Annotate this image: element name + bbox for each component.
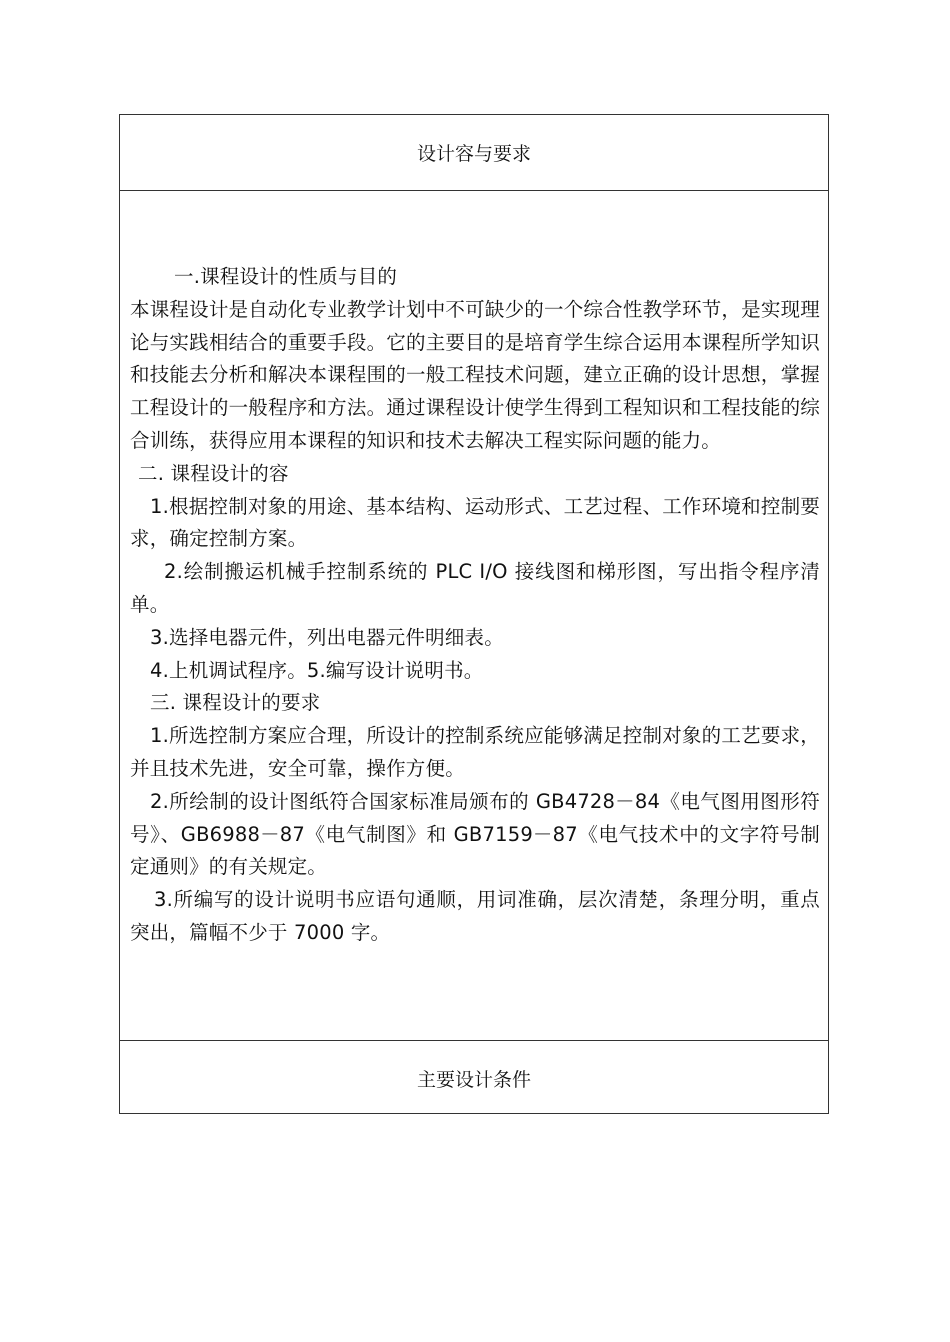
section-1-title: 一.课程设计的性质与目的 [174, 265, 398, 288]
table-body-row [120, 191, 828, 1041]
section-2-title: 二. 课程设计的容 [138, 461, 289, 485]
section-2-item-2: 2.绘制搬运机械手控制系统的 PLC I/O 接线图和梯形图，写出指令程序清单。 [130, 560, 820, 616]
design-requirements-table [119, 114, 829, 1114]
section-3-title: 三. 课程设计的要求 [150, 691, 321, 715]
section-3-item-2: 2.所绘制的设计图纸符合国家标准局颁布的 GB4728－84《电气图用图形符号》、GB6988－87《电气制图》和 GB7159－87《电气技术中的文字符号制定通则》的有关规定。 [130, 789, 820, 879]
section-1-text: 本课程设计是自动化专业教学计划中不可缺少的一个综合性教学环节，是实现理论与实践相结合的重要手段。它的主要目的是培育学生综合运用本课程所学知识和技能去分析和解决本课程围的一般工程技术问题，建立正确的设计思想，掌握工程设计的一般程序和方法。通过课程设计使学生得到工程知识和工程技能的综合训练，获得应用本课程的知识和技术去解决工程实际问题的能力。 [130, 297, 820, 452]
table-header-row-main-conditions [120, 1041, 828, 1113]
table-header-design-content: 设计容与要求 [416, 143, 531, 165]
section-2-item-3: 3.选择电器元件，列出电器元件明细表。 [150, 625, 504, 649]
table-header-row-design-content [120, 115, 828, 191]
section-3-item-1: 1.所选控制方案应合理，所设计的控制系统应能够满足控制对象的工艺要求，并且技术先进，安全可靠，操作方便。 [130, 724, 820, 780]
section-3-item-3: 3.所编写的设计说明书应语句通顺，用词准确，层次清楚，条理分明，重点突出，篇幅不少于 7000 字。 [130, 888, 820, 944]
section-2-item-4: 4.上机调试程序。5.编写设计说明书。 [150, 658, 484, 682]
section-2-item-1: 1.根据控制对象的用途、基本结构、运动形式、工艺过程、工作环境和控制要求，确定控制方案。 [130, 494, 820, 551]
table-header-main-conditions: 主要设计条件 [416, 1069, 531, 1091]
body-content [130, 261, 820, 950]
